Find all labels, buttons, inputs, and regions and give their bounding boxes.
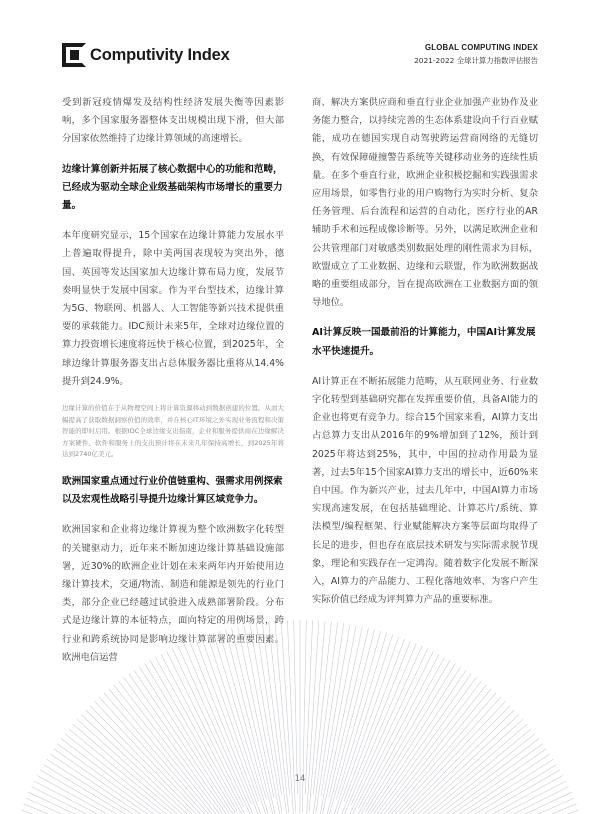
page-number: 14 [294, 774, 306, 784]
decorative-ray [321, 624, 350, 796]
decorative-ray [134, 670, 230, 814]
decorative-ray [351, 646, 422, 805]
decorative-ray [396, 781, 566, 814]
decorative-ray [405, 754, 550, 814]
decorative-ray [201, 637, 258, 801]
brand-logo [62, 42, 230, 68]
decorative-ray [114, 685, 233, 814]
decorative-ray [322, 629, 374, 814]
decorative-ray [86, 710, 223, 814]
paragraph: 受到新冠疫情爆发及结构性经济发展失衡等因素影响，多个国家服务器整体支出规模出现下滑，但大部分国家依然维持了边缘计算领域的高速增长。 [62, 97, 284, 145]
decorative-ray [37, 776, 221, 814]
decorative-ray [353, 677, 476, 814]
report-title [414, 43, 538, 66]
decorative-ray [357, 689, 491, 814]
decorative-ray [124, 677, 247, 814]
decorative-ray [372, 674, 471, 814]
decorative-ray [81, 715, 234, 814]
decorative-ray [399, 798, 574, 814]
decorative-ray [385, 734, 535, 814]
decorative-ray [294, 620, 298, 794]
decorative-ray [376, 706, 510, 814]
decorative-ray [329, 631, 381, 814]
decorative-ray [95, 701, 239, 814]
decorative-ray [311, 622, 337, 814]
decorative-ray [348, 667, 461, 814]
decorative-ray [150, 660, 237, 811]
paragraph: AI计算正在不断拓展能力范畴，从互联网业务、行业数字化转型到基础研究都在发挥重要价值，具备AI能力的企业也将更有竞争力。综合15个国家来看，AI算力支出占总算力支出从2016年的9%增加到了12%，预计到2025年将达到25%，其中，中国的拉动作用最为显著，过去5年15个国家AI算力支出的增长中，近60%来自中国。作为新兴产业，过去几年中，中国AI算力市场实现高速发展，在包括基础理论、计算芯片/系统、算法模型/编程框架、行业赋能解决方案等层面均取得了长足的进步，但也存在底层技术研发与实际需求脱节现象，理论和实践存在一定鸿沟。随着数字化发展不断深入，AI算力的产品能力、工程化落地效率、为客户产生实际价值已经成为评判算力产品的重要标准。 [312, 375, 538, 606]
decorative-ray [43, 765, 192, 814]
computivity-logo-icon [62, 43, 86, 67]
decorative-ray [129, 674, 239, 814]
decorative-ray [379, 776, 563, 814]
decorative-ray [378, 685, 486, 814]
decorative-ray [305, 620, 312, 794]
section-heading: 边缘计算创新并拓展了核心数据中心的功能和范畴，已经成为驱动全球企业级基础架构市场增长的重要力量。 [62, 163, 283, 212]
report-title-cn: 2021-2022 全球计算力指数评估报告 [414, 56, 538, 65]
decorative-ray [139, 667, 252, 814]
decorative-ray [34, 781, 188, 814]
decorative-ray [362, 701, 506, 814]
right-column [312, 94, 538, 621]
decorative-ray [390, 710, 514, 814]
paragraph: 商、解决方案供应商和垂直行业企业加强产业协作及业务能力整合，以持续完善的生态体系建设向千行百业赋能，成功在德国实现自动驾驶跨运营商网络的无缝切换，有效保障碰撞警告系统等关键移动业务的连续性质量。在多个垂直行业，欧洲企业积极挖掘和实践强需求应用场景，如零售行业的用户购物行为实时分析、复杂任务管理、后台流程和运营的自动化，医疗行业的AR辅助手术和远程成像诊断等。另外，以满足欧洲企业和公共管理部门对敏感类别数据处理的刚性需求为目标，欧盟成立了工业数据、边缘和云联盟，作为欧洲数据战略的重要组成部分，旨在提高欧洲在工业数据方面的领导地位。 [312, 97, 538, 309]
brand-name: Computivity Index [90, 45, 230, 64]
section-heading: AI计算反映一国最前沿的计算能力，中国AI计算发展水平快速提升。 [312, 327, 536, 357]
radial-lines-decoration [0, 620, 600, 814]
decorative-ray [275, 621, 290, 794]
decorative-ray [400, 739, 539, 814]
report-title-en: GLOBAL COMPUTING INDEX [425, 43, 538, 52]
paragraph: 本年度研究显示，15个国家在边缘计算能力发展水平上普遍取得提升，除中美两国表现较为突出外，德国、英国等发达国家加大边缘计算布局力度，发展节奏明显快于发展中国家。作为平台型技术，边缘计算为5G、物联网、机器人、人工智能等新兴技术提供重要的承载能力。IDC预计未来5年，全球对边缘位置的算力投资增长速度将远快于核心位置，到2025年，全球边缘计算服务器支出占总体服务器比重将从14.4%提升到24.9%。 [62, 230, 284, 387]
side-note: 边缘计算的价值在于从物理空间上将计算资源移动到数据创建的位置。从而大幅提高了获取数据洞察价值的效率，并在核心IT环境之外实现业务流程和决策智能的即时启用。根据IDC全球边缘支出指南，企业和服务提供商在边缘解决方案硬件、软件和服务上的支出预计将在未来几年保持高增长，到2025年将达到2740亿美元。 [62, 404, 284, 459]
decorative-ray [316, 623, 344, 813]
left-column [62, 94, 284, 679]
paragraph: 欧洲国家和企业将边缘计算视为整个欧洲数字化转型的关键驱动力，近年来不断加速边缘计算基础设施部署，近30%的欧洲企业计划在未来两年内开始使用边缘计算技术，交通/物流、制造和能源是领先的行业门类，部分企业已经越过试验进入成熟部署阶段。分布式是边缘计算的本征特点，面向特定的用例场景，跨行业和跨系统协同是影响边缘计算部署的重要因素。欧洲电信运营 [62, 524, 284, 663]
decorative-ray [238, 627, 274, 797]
decorative-ray [225, 629, 277, 814]
section-heading: 欧洲国家重点通过行业价值链重构、强需求用例探索以及宏观性战略引导提升边缘计算区域竞争力。 [62, 476, 283, 506]
decorative-ray [109, 689, 243, 814]
decorative-ray [336, 637, 399, 814]
decorative-ray [219, 631, 266, 799]
decorative-ray [366, 715, 519, 814]
page-header [62, 36, 538, 76]
decorative-ray [262, 622, 288, 814]
